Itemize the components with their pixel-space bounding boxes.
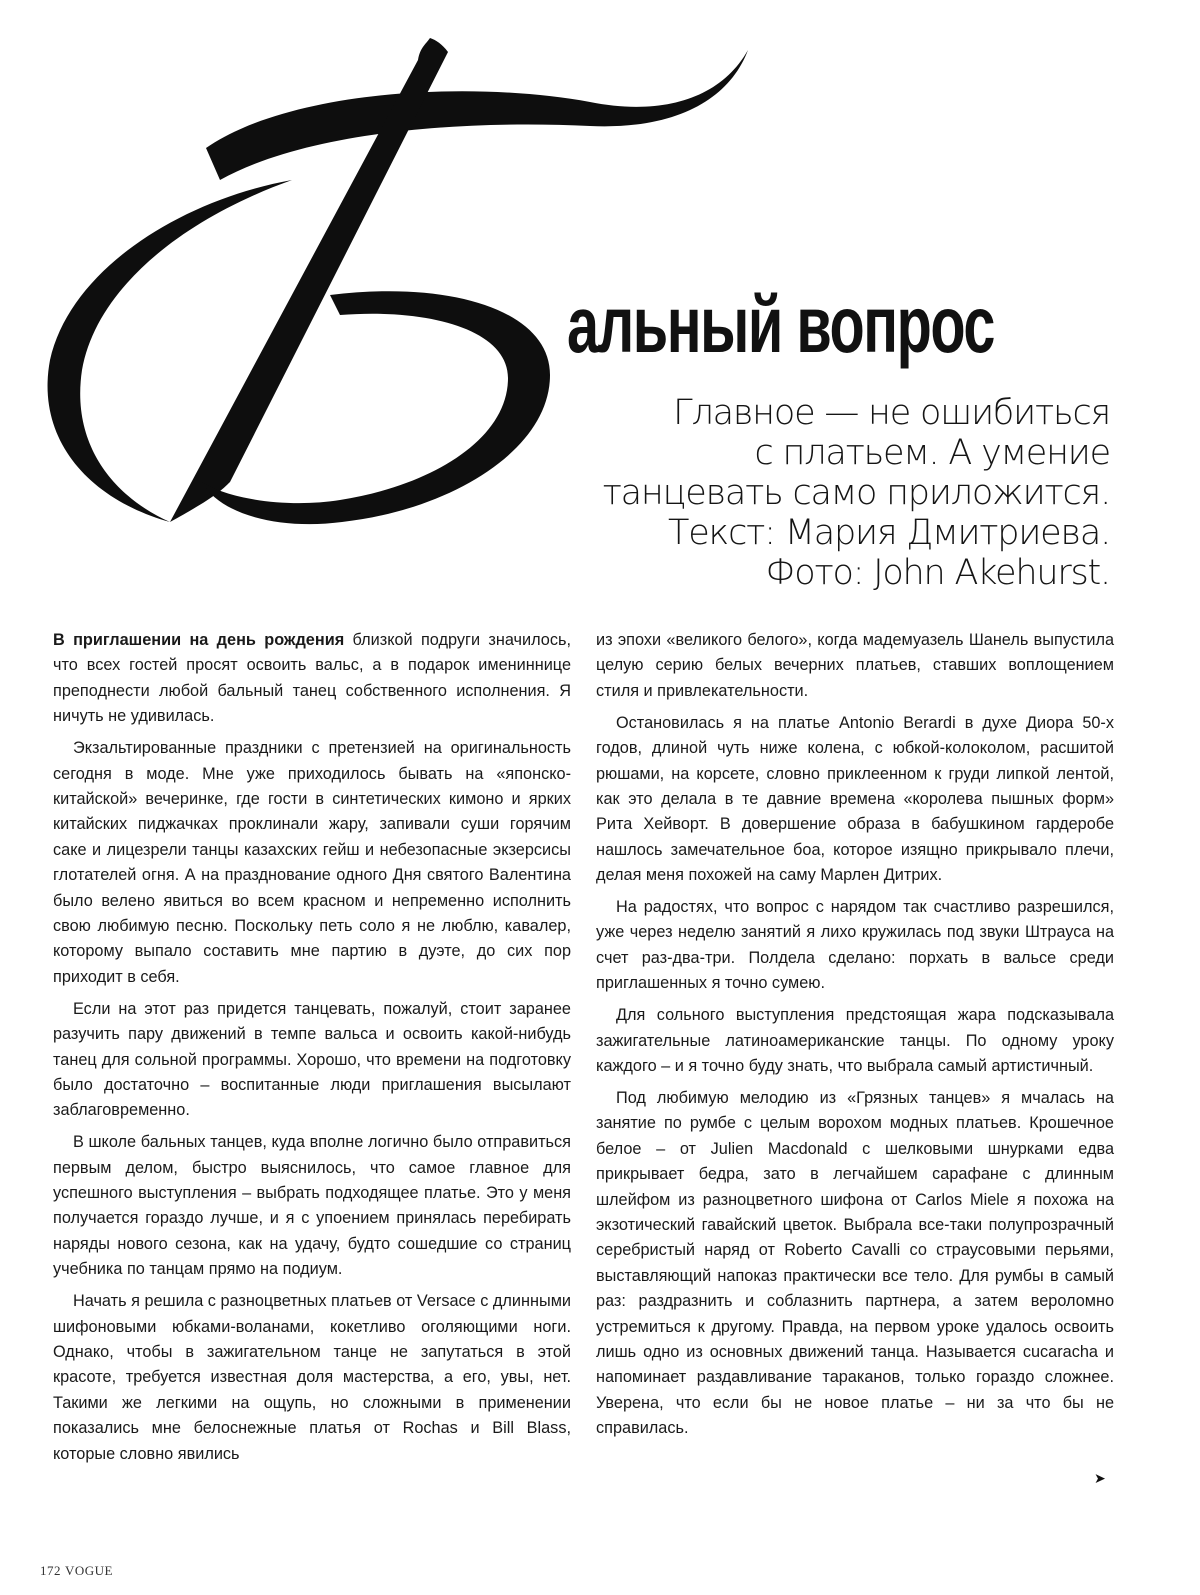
article-column-left (53, 628, 571, 1474)
byline-photo: Фото: John Akehurst. (765, 553, 1110, 593)
subheading (490, 393, 1110, 593)
subheading-line: танцевать само приложится. (602, 473, 1110, 513)
body-paragraph: Экзальтированные праздники с претензией на оригинальность сегодня в моде. Мне уже приходилось бывать на «японско-китайской» вечеринке, где гости в синтетических кимоно и ярких китайских пиджачках проклинали жару, запивали суши горячим саке и лицезрели танцы казахских гейш и небезопасные экзерсисы глотателей огня. А на празднование одного Дня святого Валентина было велено явиться во всем красном и непременно исполнить свою любимую песню. Поскольку петь соло я не люблю, кавалер, которому выпало составить мне партию в дуэте, до сих пор приходит в себя. (53, 739, 571, 986)
byline-text: Текст: Мария Дмитриева. (668, 513, 1110, 553)
body-paragraph: Для сольного выступления предстоящая жара подсказывала зажигательные латиноамериканские танцы. По одному уроку каждого – и я точно буду знать, что выбрала самый артистичный. (596, 1006, 1114, 1075)
lead-in-text: В приглашении на день рождения (53, 631, 345, 649)
end-arrow-icon: ➤ (1094, 1470, 1106, 1486)
subheading-line: с платьем. А умение (754, 433, 1110, 473)
body-paragraph: Если на этот раз придется танцевать, пожалуй, стоит заранее разучить пару движений в темпе вальса и освоить какой-нибудь танец для сольной программы. Хорошо, что времени на подготовку было достаточно – воспитанные люди приглашения высылают заблаговременно. (53, 999, 571, 1120)
page-footer (40, 1563, 117, 1579)
body-paragraph: Под любимую мелодию из «Грязных танцев» я мчалась на занятие по румбе с целым ворохом модных платьев. Крошечное белое – от Julien Macdonald с шелковыми шнурками едва прикрывает бедра, зато в легчайшем сарафане с длинным шлейфом из разноцветного шифона от Carlos Miele я похожа на экзотический гавайский цветок. Выбрала все-таки полупрозрачный серебристый наряд от Roberto Cavalli со страусовыми перьями, выставляющий напоказ практически все тело. Для румбы в самый раз: раздразнить и соблазнить партнера, а затем вероломно устремиться к другому. Правда, на первом уроке удалось освоить лишь одно из основных движений танца. Называется cucaracha и напоминает раздавливание тараканов, только гораздо сложнее. Уверена, что если бы не новое платье – ни за что бы не справилась. (596, 1088, 1114, 1438)
magazine-name: VOGUE (65, 1563, 113, 1578)
body-paragraph (53, 628, 571, 730)
body-paragraph: В школе бальных танцев, куда вполне логично было отправиться первым делом, быстро выяснилось, что самое главное для успешного выступления – выбрать подходящее платье. Это у меня получается гораздо лучше, и я с упоением принялась перебирать наряды нового сезона, как на удачу, будто сошедшие со страниц учебника по танцам прямо на подиум. (53, 1133, 571, 1279)
body-paragraph: Начать я решила с разноцветных платьев от Versace с длинными шифоновыми юбками-воланами, кокетливо оголяющими ноги. Однако, чтобы в зажигательном танце не запутаться в этой красоте, требуется известная доля мастерства, а его, увы, нет. Такими же легкими на ощупь, но сложными в применении показались мне белоснежные платья от Rochas и Bill Blass, которые словно явились (53, 1292, 571, 1463)
body-paragraph: Остановилась я на платье Antonio Berardi в духе Диора 50-х годов, длиной чуть ниже колена, с юбкой-колоколом, расшитой рюшами, на корсете, словно приклеенном к груди липкой лентой, как это делала в те давние времена «королева пышных форм» Рита Хейворт. В довершение образа в бабушкином гардеробе нашлось замечательное боа, которое изящно прикрывало плечи, делая меня похожей на саму Марлен Дитрих. (596, 713, 1114, 885)
headline: альный вопрос (567, 280, 994, 369)
body-paragraph: На радостях, что вопрос с нарядом так счастливо разрешился, уже через неделю занятий я лихо кружилась под звуки Штрауса на счет раз-два-три. Полдела сделано: порхать в вальсе среди приглашенных я точно сумею. (596, 898, 1114, 993)
subheading-line: Главное — не ошибиться (673, 393, 1110, 433)
page-number: 172 (40, 1563, 61, 1578)
article-column-right (596, 628, 1114, 1448)
body-paragraph: из эпохи «великого белого», когда мадемуазель Шанель выпустила целую серию белых вечерних платьев, ставших воплощением стиля и привлекательности. (596, 631, 1114, 700)
paragraph-text: близкой подруги значилось, что всех гостей просят освоить вальс, а в подарок имениннице преподнести любой бальный танец собственного исполнения. Я ничуть не удивилась. (53, 631, 571, 726)
